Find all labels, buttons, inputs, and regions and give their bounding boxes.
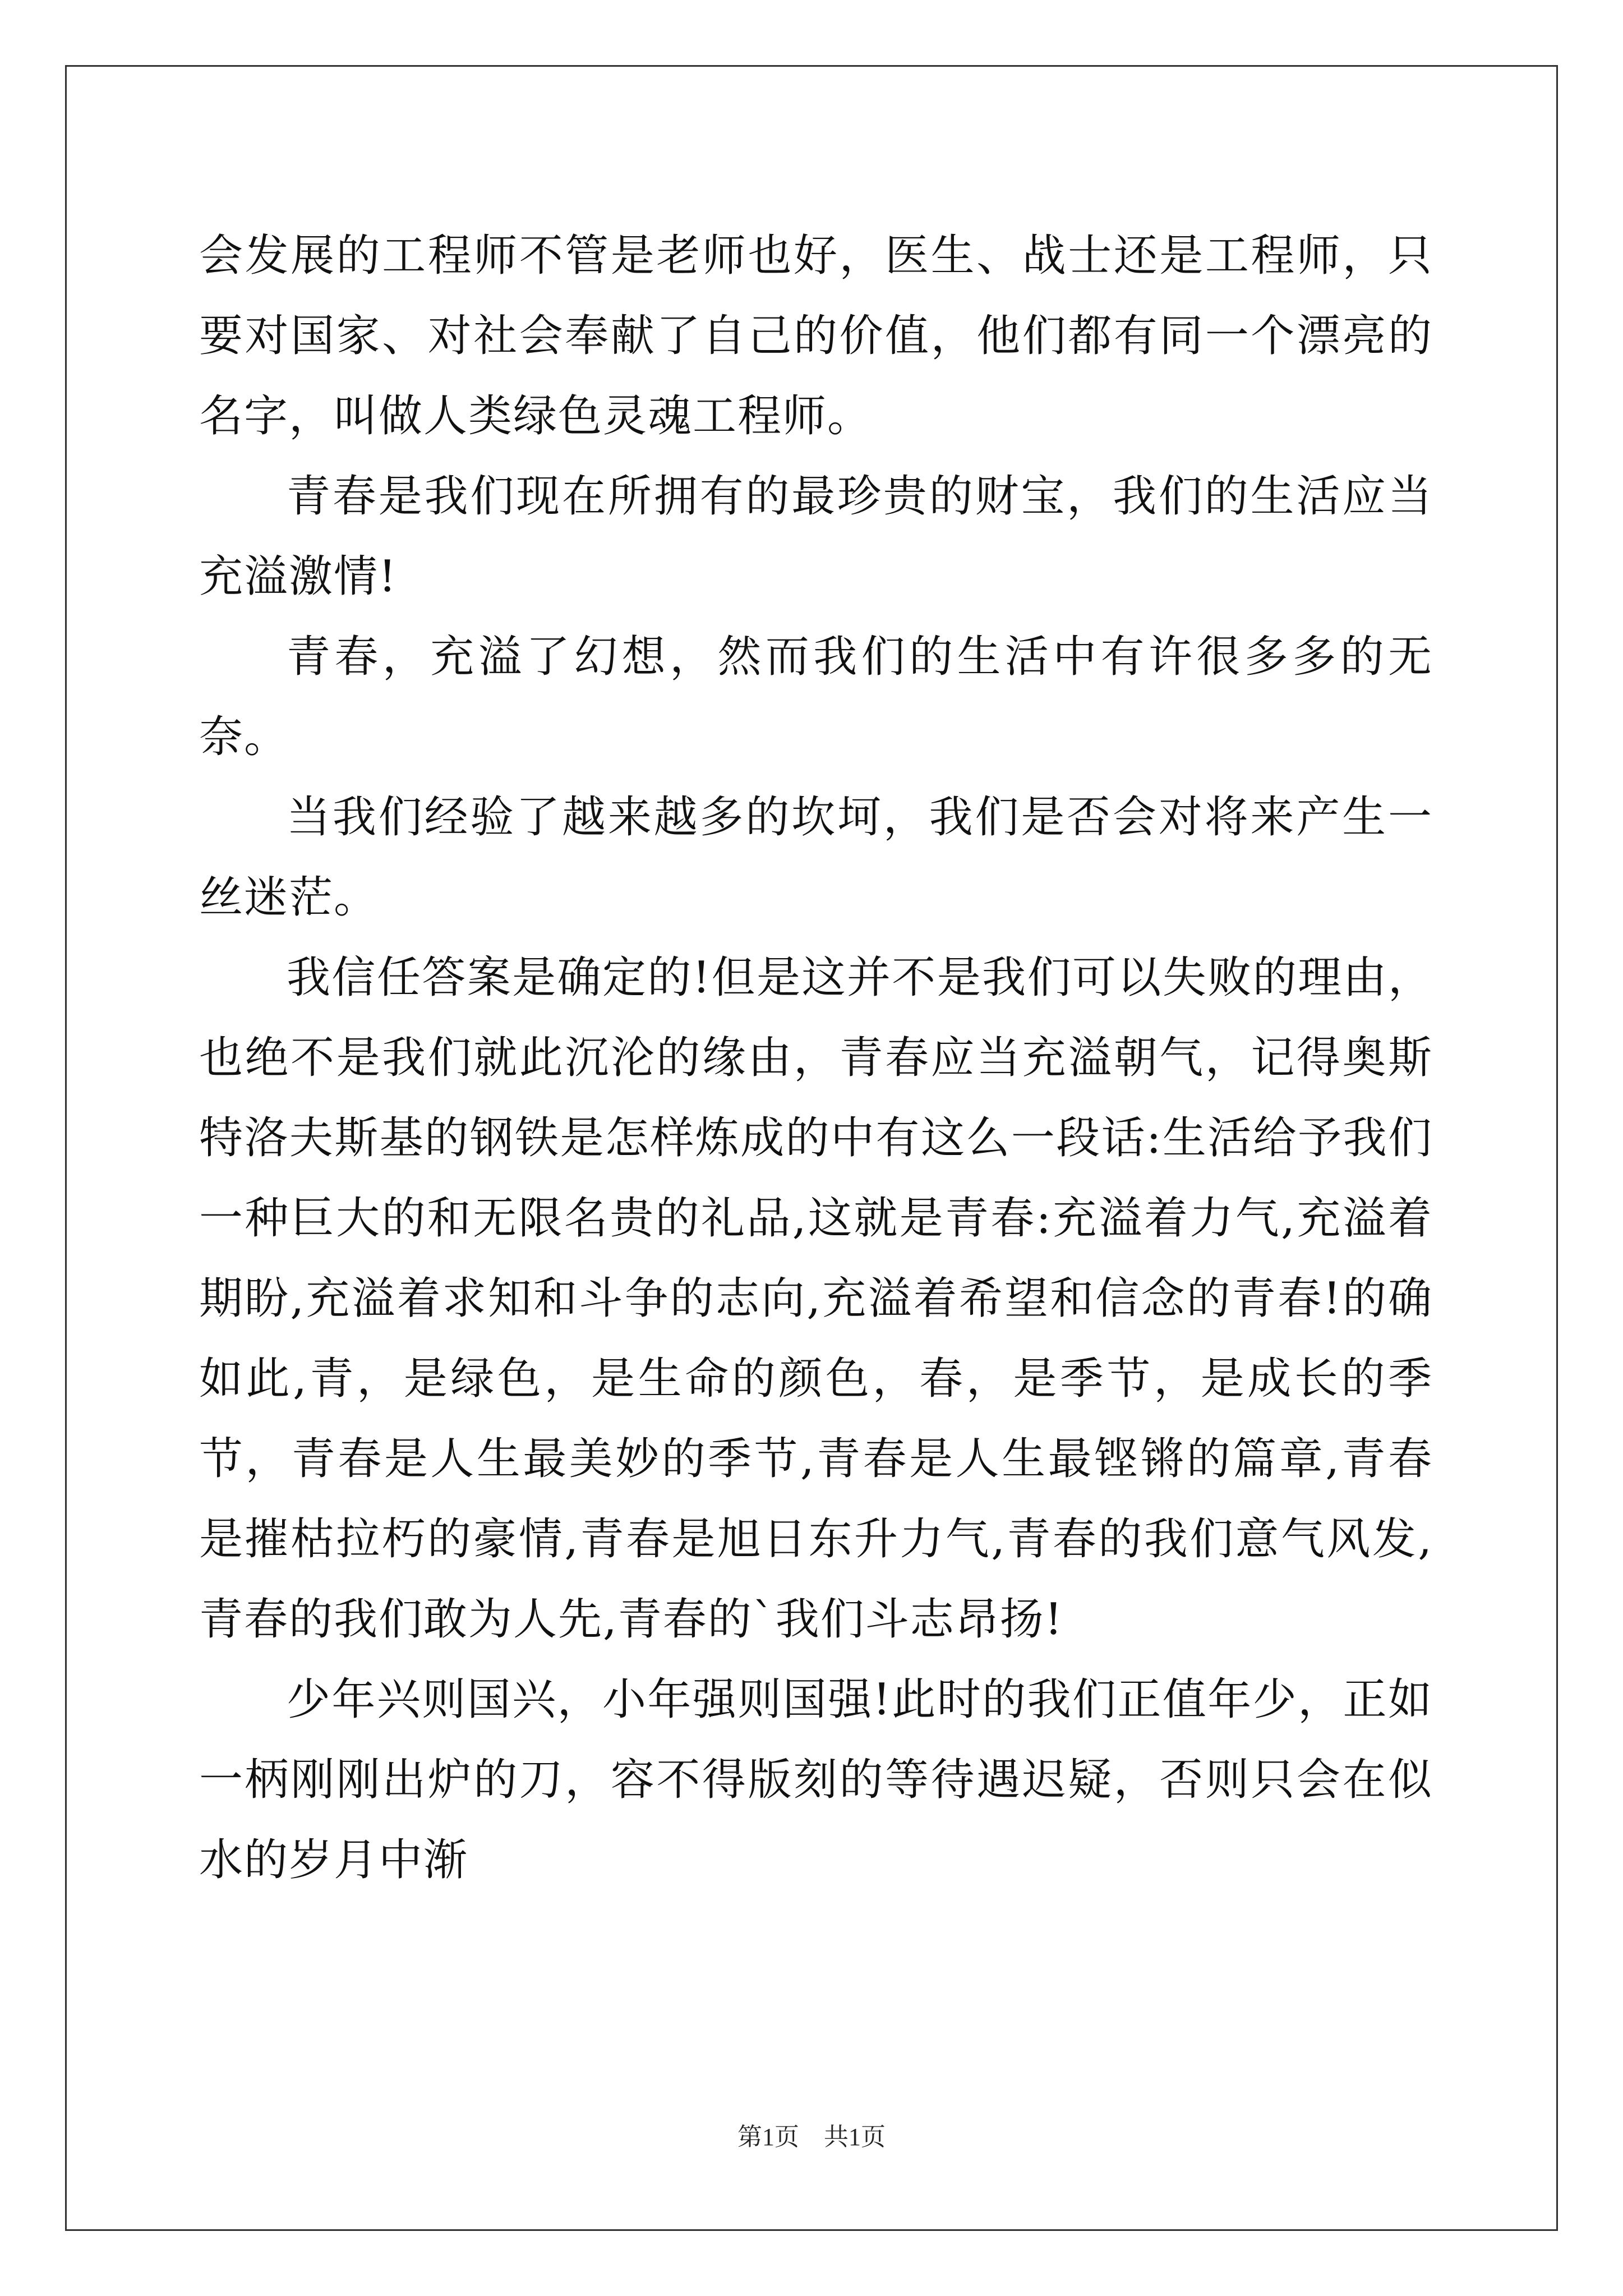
paragraph-4: 当我们经验了越来越多的坎坷，我们是否会对将来产生一丝迷茫。 [199,792,1433,923]
page-number-footer: 第1页 共1页 [737,2123,886,2151]
document-body [199,216,1433,1901]
paragraph-3: 青春，充溢了幻想，然而我们的生活中有许很多多的无奈。 [199,632,1433,762]
paragraph-2: 青春是我们现在所拥有的最珍贵的财宝，我们的生活应当充溢激情! [199,471,1433,602]
paragraph-5: 我信任答案是确定的!但是这并不是我们可以失败的理由，也绝不是我们就此沉沦的缘由，青春应当充溢朝气，记得奥斯特洛夫斯基的钢铁是怎样炼成的中有这么一段话:生活给予我们一种巨大的和无限名贵的礼品,这就是青春:充溢着力气,充溢着期盼,充溢着求知和斗争的志向,充溢着希望和信念的青春!的确如此,青，是绿色，是生命的颜色，春，是季节，是成长的季节，青春是人生最美妙的季节,青春是人生最铿锵的篇章,青春是摧枯拉朽的豪情,青春是旭日东升力气,青春的我们意气风发,青春的我们敢为人先,青春的`我们斗志昂扬! [199,953,1433,1645]
paragraph-1: 会发展的工程师不管是老师也好，医生、战士还是工程师，只要对国家、对社会奉献了自己的价值，他们都有同一个漂亮的名字，叫做人类绿色灵魂工程师。 [199,231,1433,441]
paragraph-6: 少年兴则国兴，小年强则国强!此时的我们正值年少，正如一柄刚刚出炉的刀，容不得版刻的等待遇迟疑，否则只会在似水的岁月中渐 [199,1674,1433,1885]
